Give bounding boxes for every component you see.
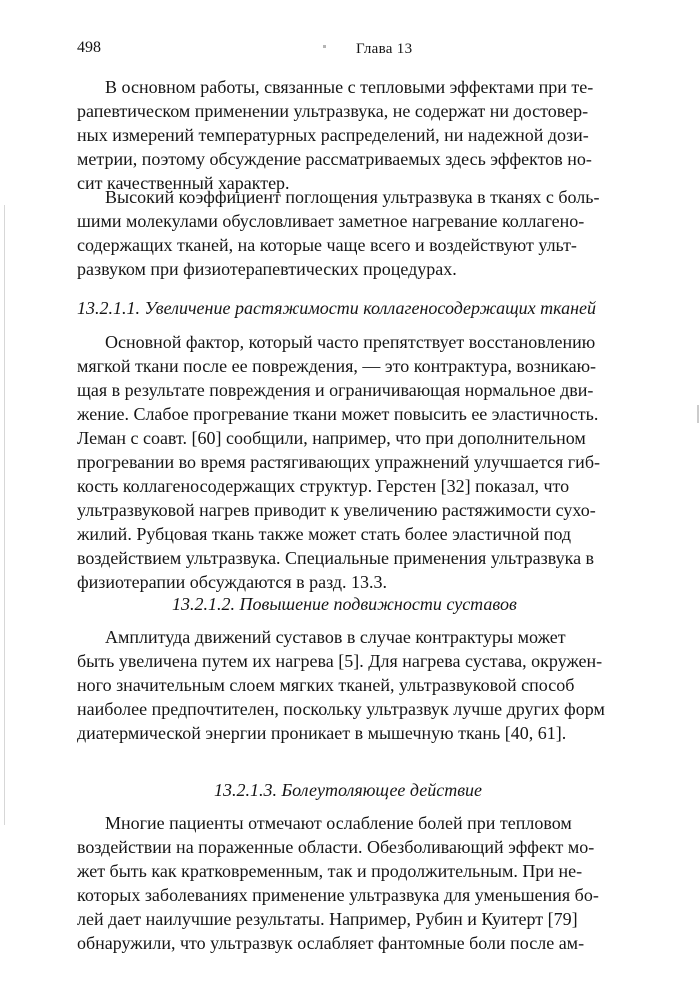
paragraph-joint-mobility	[77, 625, 642, 745]
running-head: Глава 13	[356, 41, 413, 57]
text-line: наиболее предпочтителен, поскольку ультразвук лучше других форм	[77, 699, 605, 719]
scan-edge-mark	[697, 405, 699, 423]
text-line: физиотерапии обсуждаются в разд. 13.3.	[77, 572, 388, 592]
text-line: которых заболеваниях применение ультразвука для уменьшения бо-	[77, 885, 599, 905]
text-line: жение. Слабое прогревание ткани может повысить ее эластичность.	[77, 404, 599, 424]
text-line: Многие пациенты отмечают ослабление болей при тепловом	[105, 813, 572, 833]
text-line: рапевтическом применении ультразвука, не содержат ни достовер-	[77, 101, 589, 121]
text-line: лей дает наилучшие результаты. Например, Рубин и Куитерт [79]	[77, 909, 578, 929]
text-line: щая в результате повреждения и ограничивающая нормальное дви-	[77, 380, 594, 400]
section-heading-collagen-extensibility: 13.2.1.1. Увеличение растяжимости коллагеносодержащих тканей	[77, 298, 597, 318]
text-line: содержащих тканей, на которые чаще всего и воздействуют ульт-	[77, 235, 577, 255]
text-line: шими молекулами обусловливает заметное нагревание коллагено-	[77, 211, 585, 231]
text-line: обнаружили, что ультразвук ослабляет фантомные боли после ам-	[77, 933, 585, 953]
text-line: жет быть как кратковременным, так и продолжительным. При не-	[77, 861, 583, 881]
text-line: развуком при физиотерапевтических процедурах.	[77, 259, 457, 279]
scan-dot	[323, 45, 326, 48]
text-line: ных измерений температурных распределений, ни надежной дози-	[77, 125, 589, 145]
page-number: 498	[77, 39, 101, 56]
text-line: Леман с соавт. [60] сообщили, например, что при дополнительном	[77, 428, 586, 448]
paragraph-analgesic-effect	[77, 811, 642, 955]
paragraph-thermal-effects	[77, 75, 642, 195]
text-line: метрии, поэтому обсуждение рассматриваемых здесь эффектов но-	[77, 149, 592, 169]
text-line: кость коллагеносодержащих структур. Герстен [32] показал, что	[77, 476, 570, 496]
text-line: Основной фактор, который часто препятствует восстановлению	[105, 332, 596, 352]
text-line: прогревании во время растягивающих упражнений улучшается гиб-	[77, 452, 600, 472]
text-line: диатермической энергии проникает в мышечную ткань [40, 61].	[77, 723, 567, 743]
section-heading-joint-mobility: 13.2.1.2. Повышение подвижности суставов	[172, 594, 517, 614]
text-line: быть увеличена путем их нагрева [5]. Для нагрева сустава, окружен-	[77, 651, 603, 671]
paragraph-collagen-extensibility	[77, 330, 642, 594]
text-line: мягкой ткани после ее повреждения, — это контрактура, возникаю-	[77, 356, 597, 376]
text-line: сит качественный характер.	[77, 173, 290, 193]
text-line: Амплитуда движений суставов в случае контрактуры может	[105, 627, 566, 647]
text-line: воздействием ультразвука. Специальные применения ультразвука в	[77, 548, 595, 568]
text-line: воздействии на пораженные области. Обезболивающий эффект мо-	[77, 837, 595, 857]
text-line: Высокий коэффициент поглощения ультразвука в тканях с боль-	[105, 187, 600, 207]
scan-edge-line	[4, 205, 5, 825]
section-heading-analgesic-effect: 13.2.1.3. Болеутоляющее действие	[214, 780, 483, 800]
text-line: ультразвуковой нагрев приводит к увеличению растяжимости сухо-	[77, 500, 596, 520]
paragraph-absorption	[77, 185, 642, 281]
text-line: ного значительным слоем мягких тканей, ультразвуковой способ	[77, 675, 575, 695]
text-line: В основном работы, связанные с тепловыми эффектами при те-	[105, 77, 594, 97]
text-line: жилий. Рубцовая ткань также может стать более эластичной под	[77, 524, 572, 544]
